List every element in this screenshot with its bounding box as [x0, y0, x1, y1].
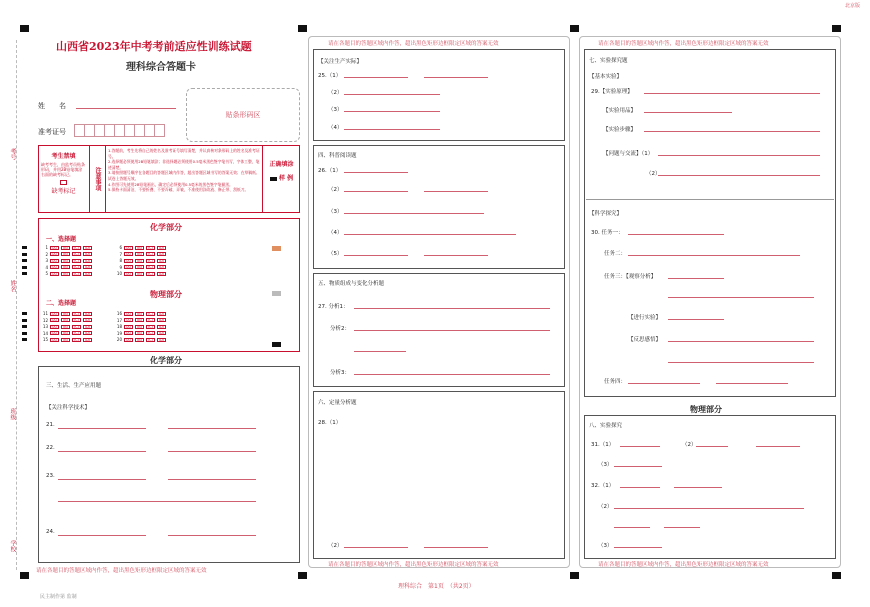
q28: 28.（1）	[318, 420, 342, 426]
note-item: 5.保持卡面清洁，不要折叠、不要弄破、弄皱，不准使用涂改液、修正带、刮纸刀。	[108, 187, 249, 193]
answer-line[interactable]	[168, 451, 256, 452]
mc-option-bubble[interactable]: [C]	[147, 311, 154, 316]
mc-option-bubble[interactable]: [C]	[147, 258, 154, 263]
answer-line[interactable]	[664, 527, 700, 528]
mc-row	[42, 258, 92, 263]
mc-row	[42, 324, 92, 329]
warning-text: 请在各题目的答题区域内作答，超出黑色矩形边框限定区域的答案无效	[598, 562, 769, 568]
mc-option-bubble[interactable]: [D]	[158, 258, 165, 263]
answer-line[interactable]	[658, 155, 820, 156]
answer-line[interactable]	[620, 487, 660, 488]
answer-line[interactable]	[344, 129, 440, 130]
example-cell	[262, 145, 300, 213]
q31-p3: （3）	[598, 462, 613, 468]
mc-question-number: 5	[45, 271, 48, 277]
top-right-label: 北京版	[845, 3, 861, 9]
divider	[586, 199, 834, 200]
mc-option-bubble[interactable]: [A]	[51, 331, 58, 336]
q25-p3: （3）	[328, 107, 343, 113]
mc-option-bubble[interactable]: [A]	[125, 324, 132, 329]
example-label-row	[263, 173, 300, 182]
mc-option-bubble[interactable]: [A]	[125, 271, 132, 276]
mc-option-bubble[interactable]: [D]	[84, 337, 91, 342]
col1-chem-title: 化学部分	[150, 356, 182, 365]
mc-option-bubble[interactable]: [B]	[62, 258, 69, 263]
mc-question-number: 7	[119, 251, 122, 257]
answer-line[interactable]	[668, 319, 724, 320]
steps: 【实验步骤】	[603, 127, 637, 133]
mc-option-bubble[interactable]: [C]	[73, 311, 80, 316]
mc-option-bubble[interactable]: [D]	[84, 258, 91, 263]
mc-option-bubble[interactable]: [B]	[136, 265, 143, 270]
answer-line[interactable]	[58, 479, 146, 480]
timing-mark	[272, 342, 281, 347]
mc-question-number: 11	[42, 311, 48, 316]
timing-bars-chem	[22, 246, 27, 275]
mc-option-bubble[interactable]: [B]	[62, 252, 69, 257]
answer-line[interactable]	[696, 446, 728, 447]
side-label-xuexiao: 学校	[9, 540, 16, 552]
mc-option-bubble[interactable]: [C]	[147, 245, 154, 250]
mc-row	[116, 252, 166, 257]
experiment: 【进行实验】	[628, 315, 662, 321]
filled-sample	[270, 177, 277, 181]
barcode-label: 贴条形码区	[225, 111, 261, 119]
mc-option-bubble[interactable]: [A]	[51, 271, 58, 276]
answer-line[interactable]	[58, 501, 256, 502]
q25: 25.（1）	[318, 73, 342, 79]
q32-p3: （3）	[598, 543, 613, 549]
col2-box4	[313, 391, 565, 559]
mc-option-bubble[interactable]: [B]	[62, 331, 69, 336]
answer-line[interactable]	[614, 527, 650, 528]
side-label-xingming: 姓名	[9, 280, 16, 292]
mc-option-bubble[interactable]: [A]	[51, 311, 58, 316]
mc-row	[42, 265, 92, 270]
mc-option-bubble[interactable]: [A]	[125, 245, 132, 250]
ban-cell	[38, 145, 90, 213]
sec5-title: 五、物质组成与变化分析题	[318, 281, 385, 287]
mc-option-bubble[interactable]: [B]	[136, 311, 143, 316]
name-label: 姓 名	[38, 102, 66, 110]
q26: 26.（1）	[318, 168, 342, 174]
mc-question-number: 8	[119, 258, 122, 264]
mc-option-bubble[interactable]: [A]	[51, 245, 58, 250]
mc-question-number: 2	[45, 251, 48, 257]
mc-question-number: 4	[45, 264, 48, 270]
q32-p2: （2）	[598, 504, 613, 510]
q30: 30. 任务一：	[591, 230, 624, 236]
mc-option-bubble[interactable]: [A]	[125, 265, 132, 270]
mc-option-bubble[interactable]: [A]	[125, 318, 132, 323]
mc-question-number: 9	[119, 264, 122, 270]
answer-line[interactable]	[614, 547, 662, 548]
answer-line[interactable]	[344, 111, 440, 112]
mc-option-bubble[interactable]: [C]	[147, 271, 154, 276]
mc-option-bubble[interactable]: [D]	[84, 265, 91, 270]
mc-row	[116, 265, 166, 270]
mc-option-bubble[interactable]: [B]	[62, 324, 69, 329]
answer-line[interactable]	[344, 255, 408, 256]
q31-p2: （2）	[682, 442, 697, 448]
focus-tech: 【关注科学技术】	[46, 405, 91, 411]
answer-line[interactable]	[424, 547, 488, 548]
mc-option-bubble[interactable]: [B]	[136, 337, 143, 342]
mc-option-bubble[interactable]: [C]	[147, 324, 154, 329]
mc-option-bubble[interactable]: [B]	[62, 337, 69, 342]
mc-option-bubble[interactable]: [C]	[147, 265, 154, 270]
reflect: 【反思感悟】	[628, 337, 662, 343]
note-item: 1.答题前，考生先将自己的姓名及准考证号填写清楚，并认真核对条形码上的姓名及准考证号。	[108, 148, 260, 159]
answer-line[interactable]	[674, 487, 722, 488]
mc-option-bubble[interactable]: [D]	[158, 318, 165, 323]
mc-question-number: 19	[116, 330, 122, 336]
col3-phys-title: 物理部分	[690, 405, 722, 414]
mc-option-bubble[interactable]: [B]	[136, 271, 143, 276]
mc-chem-title: 化学部分	[150, 223, 182, 232]
mc-option-bubble[interactable]: [C]	[73, 265, 80, 270]
mc-option-bubble[interactable]: [D]	[158, 265, 165, 270]
sec4-title: 四、科普阅读题	[318, 153, 357, 159]
answer-line[interactable]	[58, 535, 146, 536]
timing-mark	[570, 572, 579, 579]
timing-bars-phys	[22, 312, 27, 341]
mc-option-bubble[interactable]: [A]	[51, 265, 58, 270]
corner-note: 民主制作第 监制	[40, 594, 77, 600]
q22: 22.	[46, 445, 55, 451]
mc-option-bubble[interactable]: [A]	[125, 258, 132, 263]
mc-row	[116, 324, 166, 329]
mc-row	[42, 311, 92, 316]
mc-option-bubble[interactable]: [B]	[62, 245, 69, 250]
mc-option-bubble[interactable]: [D]	[84, 318, 91, 323]
mc-question-number: 18	[116, 324, 122, 330]
q21: 21.	[46, 422, 55, 428]
mc-option-bubble[interactable]: [C]	[147, 331, 154, 336]
mc-option-bubble[interactable]: [A]	[51, 258, 58, 263]
mc-option-bubble[interactable]: [A]	[125, 311, 132, 316]
mc-option-bubble[interactable]: [C]	[147, 337, 154, 342]
timing-mark	[298, 25, 307, 32]
answer-line[interactable]	[354, 308, 550, 309]
answer-line[interactable]	[668, 297, 814, 298]
answer-line[interactable]	[716, 383, 788, 384]
q25-p4: （4）	[328, 125, 343, 131]
mc-option-bubble[interactable]: [D]	[84, 324, 91, 329]
answer-line[interactable]	[644, 131, 820, 132]
timing-mark	[20, 572, 29, 579]
side-label-banji: 班级	[9, 408, 16, 420]
mc-option-bubble[interactable]: [D]	[84, 271, 91, 276]
absent-label: 缺考标记	[51, 188, 76, 195]
mc-option-bubble[interactable]: [B]	[136, 318, 143, 323]
mc-option-bubble[interactable]: [D]	[84, 252, 91, 257]
answer-line[interactable]	[354, 330, 550, 331]
mc-option-bubble[interactable]: [B]	[136, 331, 143, 336]
mc-option-bubble[interactable]: [C]	[73, 337, 80, 342]
sec3-title: 三、生活、生产应用题	[46, 383, 102, 389]
mc-row	[116, 331, 166, 336]
answer-line[interactable]	[58, 451, 146, 452]
answer-line[interactable]	[344, 172, 408, 173]
q27-a3: 分析3：	[330, 370, 350, 376]
q26-p4: （4）	[328, 230, 343, 236]
sec7-title: 七、实验探究题	[589, 58, 628, 64]
mc-row	[116, 311, 166, 316]
answer-line[interactable]	[628, 383, 700, 384]
mc-option-bubble[interactable]: [D]	[158, 311, 165, 316]
timing-mark	[298, 572, 307, 579]
answer-line[interactable]	[424, 255, 488, 256]
answer-line[interactable]	[424, 191, 488, 192]
mc-question-number: 15	[42, 337, 48, 343]
mc-row	[42, 271, 92, 276]
mc-option-bubble[interactable]: [C]	[73, 318, 80, 323]
sample-mark	[272, 246, 281, 251]
mc-option-bubble[interactable]: [A]	[125, 331, 132, 336]
mc-row	[116, 337, 166, 342]
exam-title: 山西省2023年中考考前适应性训练试题	[56, 40, 252, 53]
mc-option-bubble[interactable]: [D]	[158, 245, 165, 250]
answer-line[interactable]	[620, 446, 660, 447]
answer-line[interactable]	[424, 77, 488, 78]
mc-option-bubble[interactable]: [C]	[73, 324, 80, 329]
sci-inq: 【科学探究】	[589, 211, 623, 217]
timing-mark	[570, 25, 579, 32]
mc-option-bubble[interactable]: [D]	[158, 324, 165, 329]
col1-answer-box	[38, 366, 300, 563]
mc-option-bubble[interactable]: [D]	[158, 331, 165, 336]
mc-row	[116, 245, 166, 250]
mc-row	[42, 318, 92, 323]
qa: 【问题与交流】（1）	[603, 151, 654, 157]
q24: 24.	[46, 529, 55, 535]
mc-question-number: 17	[116, 317, 122, 323]
answer-line[interactable]	[644, 112, 732, 113]
answer-line[interactable]	[344, 191, 408, 192]
mc-phys-title: 物理部分	[150, 290, 182, 299]
col3-box1	[584, 49, 836, 397]
mc-row	[116, 318, 166, 323]
warning-text: 请在各题目的答题区域内作答，超出黑色矩形边框限定区域的答案无效	[36, 568, 207, 574]
ban-text: 缺考考生，由监考员贴条形码，并用2B铅笔填涂右面的缺考标记。	[41, 162, 85, 177]
notes-title: 注意事项	[94, 167, 101, 191]
mc-option-bubble[interactable]: [B]	[136, 258, 143, 263]
side-label-kaohao: 考号	[9, 148, 16, 160]
mc-option-bubble[interactable]: [D]	[84, 331, 91, 336]
q25-p2: （2）	[328, 90, 343, 96]
answer-line[interactable]	[614, 508, 804, 509]
mc-sec2-label: 二、选择题	[46, 300, 77, 307]
warning-text: 请在各题目的答题区域内作答，超出黑色矩形边框限定区域的答案无效	[328, 41, 499, 47]
notes-list	[108, 148, 260, 193]
mc-row	[42, 245, 92, 250]
q32: 32.（1）	[591, 483, 615, 489]
answer-line[interactable]	[668, 278, 724, 279]
id-cells[interactable]	[74, 124, 164, 137]
notes-title-cell	[90, 145, 106, 213]
answer-line[interactable]	[628, 234, 724, 235]
timing-mark	[20, 25, 29, 32]
focus-prod: 【关注生产实际】	[318, 59, 363, 65]
mc-question-number: 1	[45, 245, 48, 250]
mc-row	[116, 271, 166, 276]
answer-line[interactable]	[344, 213, 484, 214]
note-item: 4.作图可先使用2B铅笔画出，确定后必须使用0.5毫米的黑色签字笔描黑。	[108, 181, 233, 187]
q26-p5: （5）	[328, 251, 343, 257]
mc-option-bubble[interactable]: [C]	[73, 245, 80, 250]
answer-line[interactable]	[344, 547, 408, 548]
mc-option-bubble[interactable]: [D]	[84, 245, 91, 250]
mc-option-bubble[interactable]: [C]	[147, 318, 154, 323]
sec8-title: 八、实验探究	[589, 423, 623, 429]
answer-line[interactable]	[168, 428, 256, 429]
mc-option-bubble[interactable]: [B]	[136, 245, 143, 250]
q29: 29.【实验原理】	[591, 89, 633, 95]
answer-line[interactable]	[658, 175, 820, 176]
mc-option-bubble[interactable]: [C]	[73, 258, 80, 263]
mc-row	[42, 331, 92, 336]
mc-option-bubble[interactable]: [D]	[84, 311, 91, 316]
mc-question-number: 12	[42, 317, 48, 323]
mc-question-number: 6	[119, 245, 122, 250]
q23: 23.	[46, 473, 55, 479]
answer-line[interactable]	[628, 255, 800, 256]
answer-line[interactable]	[344, 94, 440, 95]
card-title: 理科综合答题卡	[126, 62, 196, 73]
answer-line[interactable]	[344, 77, 408, 78]
mc-question-number: 13	[42, 324, 48, 330]
answer-line[interactable]	[668, 341, 814, 342]
answer-line[interactable]	[168, 479, 256, 480]
mc-option-bubble[interactable]: [D]	[158, 337, 165, 342]
binding-line	[16, 40, 17, 570]
mc-question-number: 14	[42, 330, 48, 336]
mc-option-bubble[interactable]: [B]	[62, 265, 69, 270]
answer-line[interactable]	[168, 535, 256, 536]
warning-text: 请在各题目的答题区域内作答，超出黑色矩形边框限定区域的答案无效	[328, 562, 499, 568]
mc-option-bubble[interactable]: [D]	[158, 252, 165, 257]
answer-line[interactable]	[354, 351, 406, 352]
q27: 27. 分析1：	[318, 304, 349, 310]
mc-option-bubble[interactable]: [A]	[51, 318, 58, 323]
task4: 任务四：	[604, 379, 627, 385]
mc-option-bubble[interactable]: [B]	[62, 271, 69, 276]
warning-text: 请在各题目的答题区域内作答，超出黑色矩形边框限定区域的答案无效	[598, 41, 769, 47]
answer-line[interactable]	[354, 374, 550, 375]
qa2: （2）	[646, 171, 661, 177]
col2-box2	[313, 145, 565, 269]
id-label: 准考证号	[38, 128, 66, 136]
q26-p3: （3）	[328, 209, 343, 215]
mc-question-number: 3	[45, 258, 48, 264]
barcode-area	[186, 88, 300, 142]
answer-line[interactable]	[756, 446, 800, 447]
sample-mark	[272, 291, 281, 296]
mc-option-bubble[interactable]: [C]	[73, 271, 80, 276]
mc-option-bubble[interactable]: [A]	[51, 324, 58, 329]
example-title: 正确填涂	[269, 161, 294, 168]
task2: 任务二：	[604, 251, 627, 257]
answer-line[interactable]	[344, 234, 516, 235]
example-label: 样 例	[279, 175, 294, 182]
mc-option-bubble[interactable]: [B]	[62, 318, 69, 323]
mc-row	[42, 252, 92, 257]
mc-row	[116, 258, 166, 263]
q28-p2: （2）	[328, 543, 343, 549]
mc-question-number: 20	[116, 337, 122, 343]
mc-row	[42, 337, 92, 342]
page-footer: 理科综合 第1页 （共2页）	[398, 583, 475, 590]
mc-option-bubble[interactable]: [D]	[158, 271, 165, 276]
absent-checkbox[interactable]	[60, 180, 67, 185]
note-item: 2.选择题必须使用2B铅笔填涂；非选择题必须使用0.5毫米黑色签字笔书写，字体工整，笔迹清楚。	[108, 159, 260, 170]
answer-line[interactable]	[58, 428, 146, 429]
name-field[interactable]	[76, 108, 176, 109]
basic-exp: 【基本实验】	[589, 74, 623, 80]
materials: 【实验用品】	[603, 108, 637, 114]
timing-mark	[832, 572, 841, 579]
mc-option-bubble[interactable]: [A]	[125, 252, 132, 257]
mc-option-bubble[interactable]: [B]	[136, 252, 143, 257]
mc-option-bubble[interactable]: [C]	[73, 252, 80, 257]
mc-option-bubble[interactable]: [A]	[51, 337, 58, 342]
mc-sec1-label: 一、选择题	[46, 236, 77, 243]
ban-title: 考生禁填	[51, 153, 76, 160]
note-item: 3.请按照题号顺序在各题目的答题区域内作答，超出答题区域书写的答案无效；在草稿纸、试卷上答题无效。	[108, 170, 260, 181]
answer-line[interactable]	[644, 93, 820, 94]
mc-option-bubble[interactable]: [A]	[51, 252, 58, 257]
mc-option-bubble[interactable]: [A]	[125, 337, 132, 342]
answer-line[interactable]	[614, 466, 662, 467]
q31: 31.（1）	[591, 442, 615, 448]
mc-question-number: 16	[116, 311, 122, 316]
mc-option-bubble[interactable]: [C]	[73, 331, 80, 336]
timing-mark	[832, 25, 841, 32]
q27-a2: 分析2：	[330, 326, 350, 332]
mc-option-bubble[interactable]: [B]	[136, 324, 143, 329]
task3: 任务三：【观察分析】	[604, 274, 657, 280]
mc-question-number: 10	[116, 271, 122, 277]
mc-option-bubble[interactable]: [B]	[62, 311, 69, 316]
answer-line[interactable]	[668, 362, 814, 363]
q26-p2: （2）	[328, 187, 343, 193]
mc-option-bubble[interactable]: [C]	[147, 252, 154, 257]
sec6-title: 六、定量分析题	[318, 400, 357, 406]
